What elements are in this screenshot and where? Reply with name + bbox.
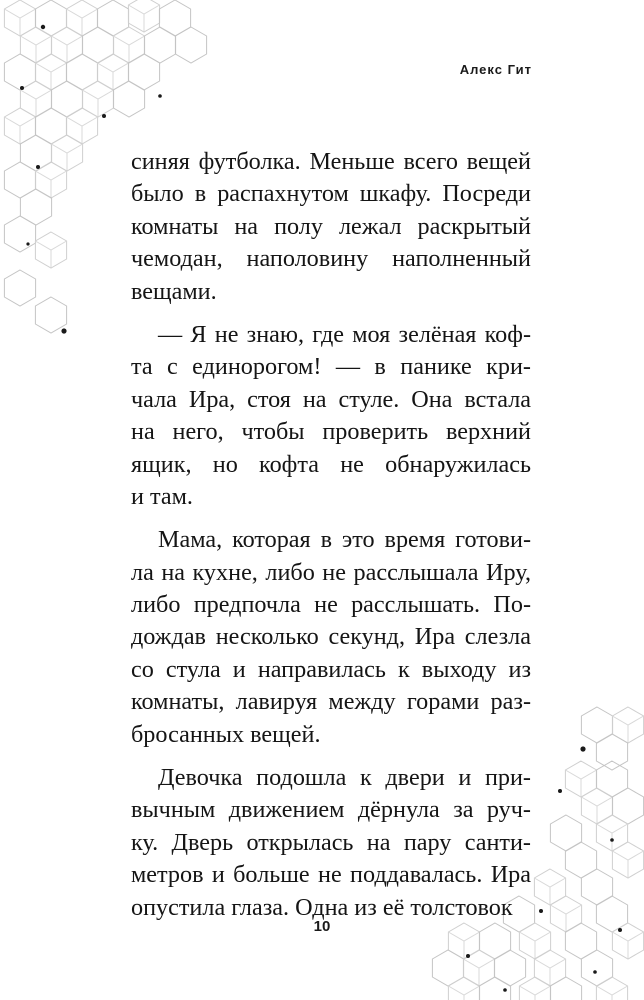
text-line: чемодан, наполовину наполненный	[131, 245, 531, 273]
text-line: та с единорогом! — в панике кри-	[131, 353, 531, 381]
text-line: — Я не знаю, где моя зелёная коф-	[158, 320, 531, 348]
text-line: ящик, но кофта не обнаружилась	[131, 450, 531, 478]
text-line: синяя футболка. Меньше всего вещей	[131, 148, 531, 175]
text-line: со стула и направилась к выходу из	[131, 655, 531, 683]
text-line: ку. Дверь открылась на пару санти-	[131, 828, 531, 856]
text-line: чала Ира, стоя на стуле. Она встала	[131, 385, 531, 413]
text-line: Девочка подошла к двери и при-	[158, 764, 531, 792]
paragraph-gap	[131, 751, 531, 762]
text-line: и там.	[131, 482, 193, 510]
paragraph-gap	[131, 308, 531, 319]
text-line: на него, чтобы проверить верхний	[131, 418, 531, 446]
paragraph	[131, 146, 531, 308]
page-body-text	[131, 146, 531, 924]
text-line: опустила глаза. Одна из её толстовок	[131, 893, 513, 921]
text-line: метров и больше не поддавалась. Ира	[131, 861, 531, 889]
text-line: дождав несколько секунд, Ира слезла	[131, 623, 531, 651]
text-line: Мама, которая в это время готови-	[158, 526, 531, 554]
text-line: бросанных вещей.	[131, 720, 321, 748]
text-line: вещами.	[131, 277, 217, 305]
text-line: ла на кухне, либо не расслышала Иру,	[131, 558, 531, 586]
text-line: комнаты, лавируя между горами раз-	[131, 688, 531, 716]
paragraph	[131, 319, 531, 513]
running-header-author: Алекс Гит	[459, 62, 532, 77]
text-line: вычным движением дёрнула за руч-	[131, 796, 531, 824]
paragraph-gap	[131, 513, 531, 524]
text-line: либо предпочла не расслышать. По-	[131, 591, 531, 619]
text-line: комнаты на полу лежал раскрытый	[131, 212, 531, 240]
paragraph	[131, 762, 531, 924]
page-number: 10	[313, 918, 331, 935]
text-line: было в распахнутом шкафу. Посреди	[131, 180, 531, 208]
paragraph	[131, 524, 531, 751]
